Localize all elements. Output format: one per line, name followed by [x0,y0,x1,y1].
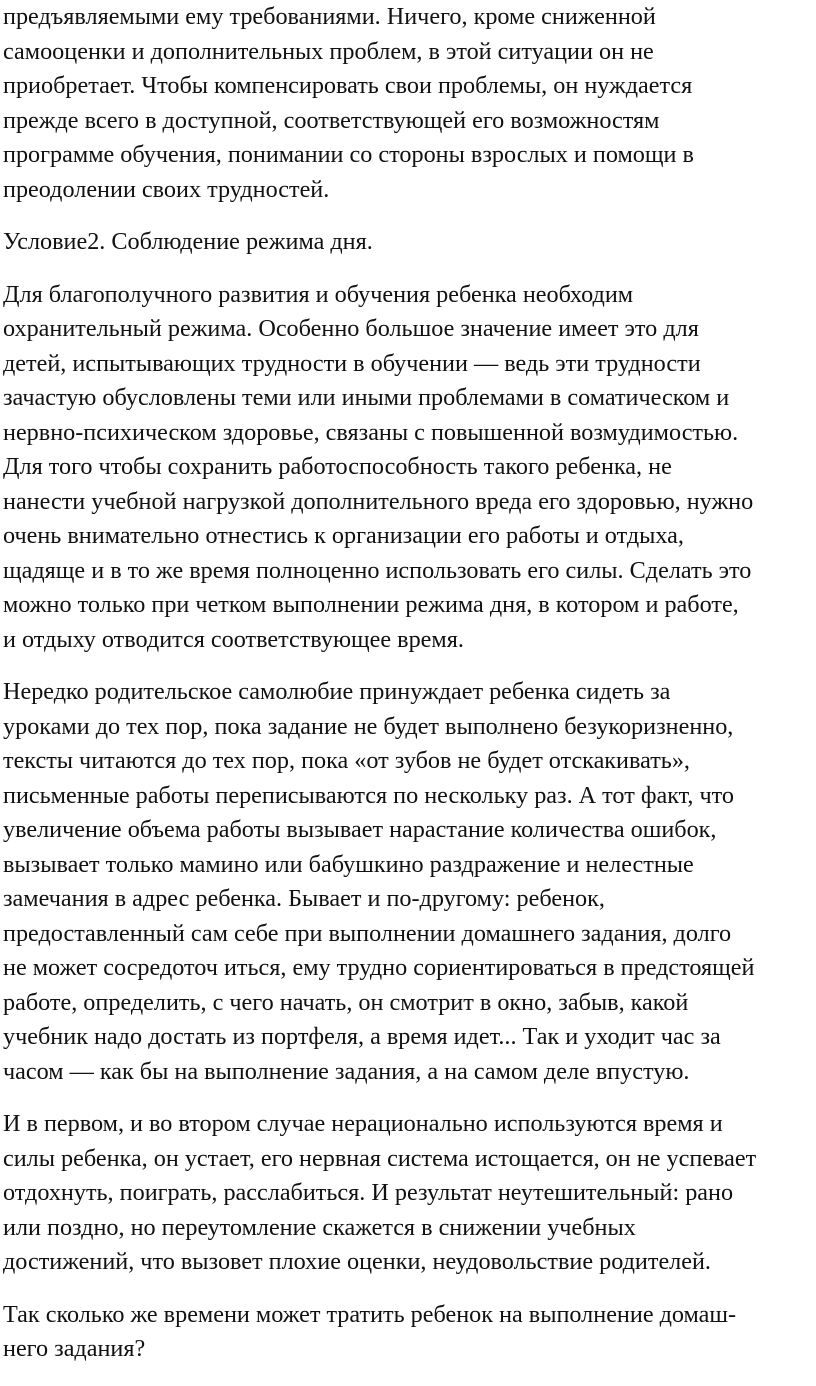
paragraph-homework-question [3,1298,816,1367]
text-line: приобретает. Чтобы компенсировать свои проблемы, он нуждается [3,72,693,99]
text-line: прежде всего в доступной, соответствующей его возможностям [3,106,660,134]
text-line: можно только при четком выполнении режима дня, в котором и работе, [3,591,739,618]
text-line: детей, испытывающих трудности в обучении — ведь эти трудности [3,349,701,377]
text-line: охранительный режима. Особенно большое значение имеет это для [3,315,699,342]
text-line: него задания? [3,1335,146,1362]
text-line: И в первом, и во втором случае нерационально используются время и [3,1110,723,1137]
text-line: самооценки и дополнительных проблем, в этой ситуации он не [3,37,654,65]
text-line: нервно-психическом здоровье, связаны с повышенной возмудимостью. [3,418,739,446]
paragraph-daily-regime [3,278,816,658]
paragraph-gap [3,207,816,225]
text-line: учебник надо достать из портфеля, а время идет... Так и уходит час за [3,1023,721,1050]
paragraph-gap [3,1089,816,1107]
text-line: письменные работы переписываются по нескольку раз. А тот факт, что [3,781,735,809]
heading-line: Условие2. Соблюдение режима дня. [3,228,373,255]
text-line: Так сколько же времени может тратить ребенок на выполнение домаш- [3,1300,737,1328]
text-line: увеличение объема работы вызывает нарастание количества ошибок, [3,816,717,843]
paragraph-gap [3,657,816,675]
paragraph-gap [3,1280,816,1298]
section-heading-condition-2 [3,225,816,260]
text-line: часом — как бы на выполнение задания, а на самом деле впустую. [3,1057,690,1085]
paragraph-gap [3,260,816,278]
text-line: преодолении своих трудностей. [3,175,330,203]
text-line: зачастую обусловлены теми или иными проблемами в соматическом и [3,384,730,411]
text-line: Для благополучного развития и обучения ребенка необходим [3,280,634,308]
text-line: или поздно, но переутомление скажется в снижении учебных [3,1213,636,1241]
text-line: силы ребенка, он устает, его нервная система истощается, он не успевает [3,1144,757,1172]
text-line: достижений, что вызовет плохие оценки, неудовольствие родителей. [3,1248,711,1275]
text-line: предоставленный сам себе при выполнении домашнего задания, долго [3,919,732,947]
text-line: Нередко родительское самолюбие принуждает ребенка сидеть за [3,678,671,705]
text-line: Для того чтобы сохранить работоспособность такого ребенка, не [3,453,672,480]
text-line: тексты читаются до тех пор, пока «от зубов не будет отскакивать», [3,747,690,774]
text-line: и отдыху отводится соответствующее время. [3,625,464,653]
paragraph-requirements-continuation [3,0,816,207]
text-line: замечания в адрес ребенка. Бывает и по-другому: ребенок, [3,885,605,912]
text-line: щадяще и в то же время полноценно использовать его силы. Сделать это [3,556,752,584]
text-line: работе, определить, с чего начать, он смотрит в окно, забыв, какой [3,988,689,1016]
paragraph-parental-pride [3,675,816,1089]
text-line: отдохнуть, поиграть, расслабиться. И результат неутешительный: рано [3,1179,734,1206]
text-line: не может сосредоточ иться, ему трудно сориентироваться в предстоящей [3,954,755,981]
paragraph-consequences [3,1107,816,1280]
text-line: очень внимательно отнестись к организации его работы и отдыха, [3,522,684,549]
text-line: вызывает только мамино или бабушкино раздражение и нелестные [3,850,694,878]
text-line: уроками до тех пор, пока задание не будет выполнено безукоризненно, [3,712,734,740]
text-line: программе обучения, понимании со стороны взрослых и помощи в [3,141,694,168]
text-line: нанести учебной нагрузкой дополнительного вреда его здоровью, нужно [3,487,754,515]
text-line: предъявляемыми ему требованиями. Ничего, кроме сниженной [3,3,656,30]
